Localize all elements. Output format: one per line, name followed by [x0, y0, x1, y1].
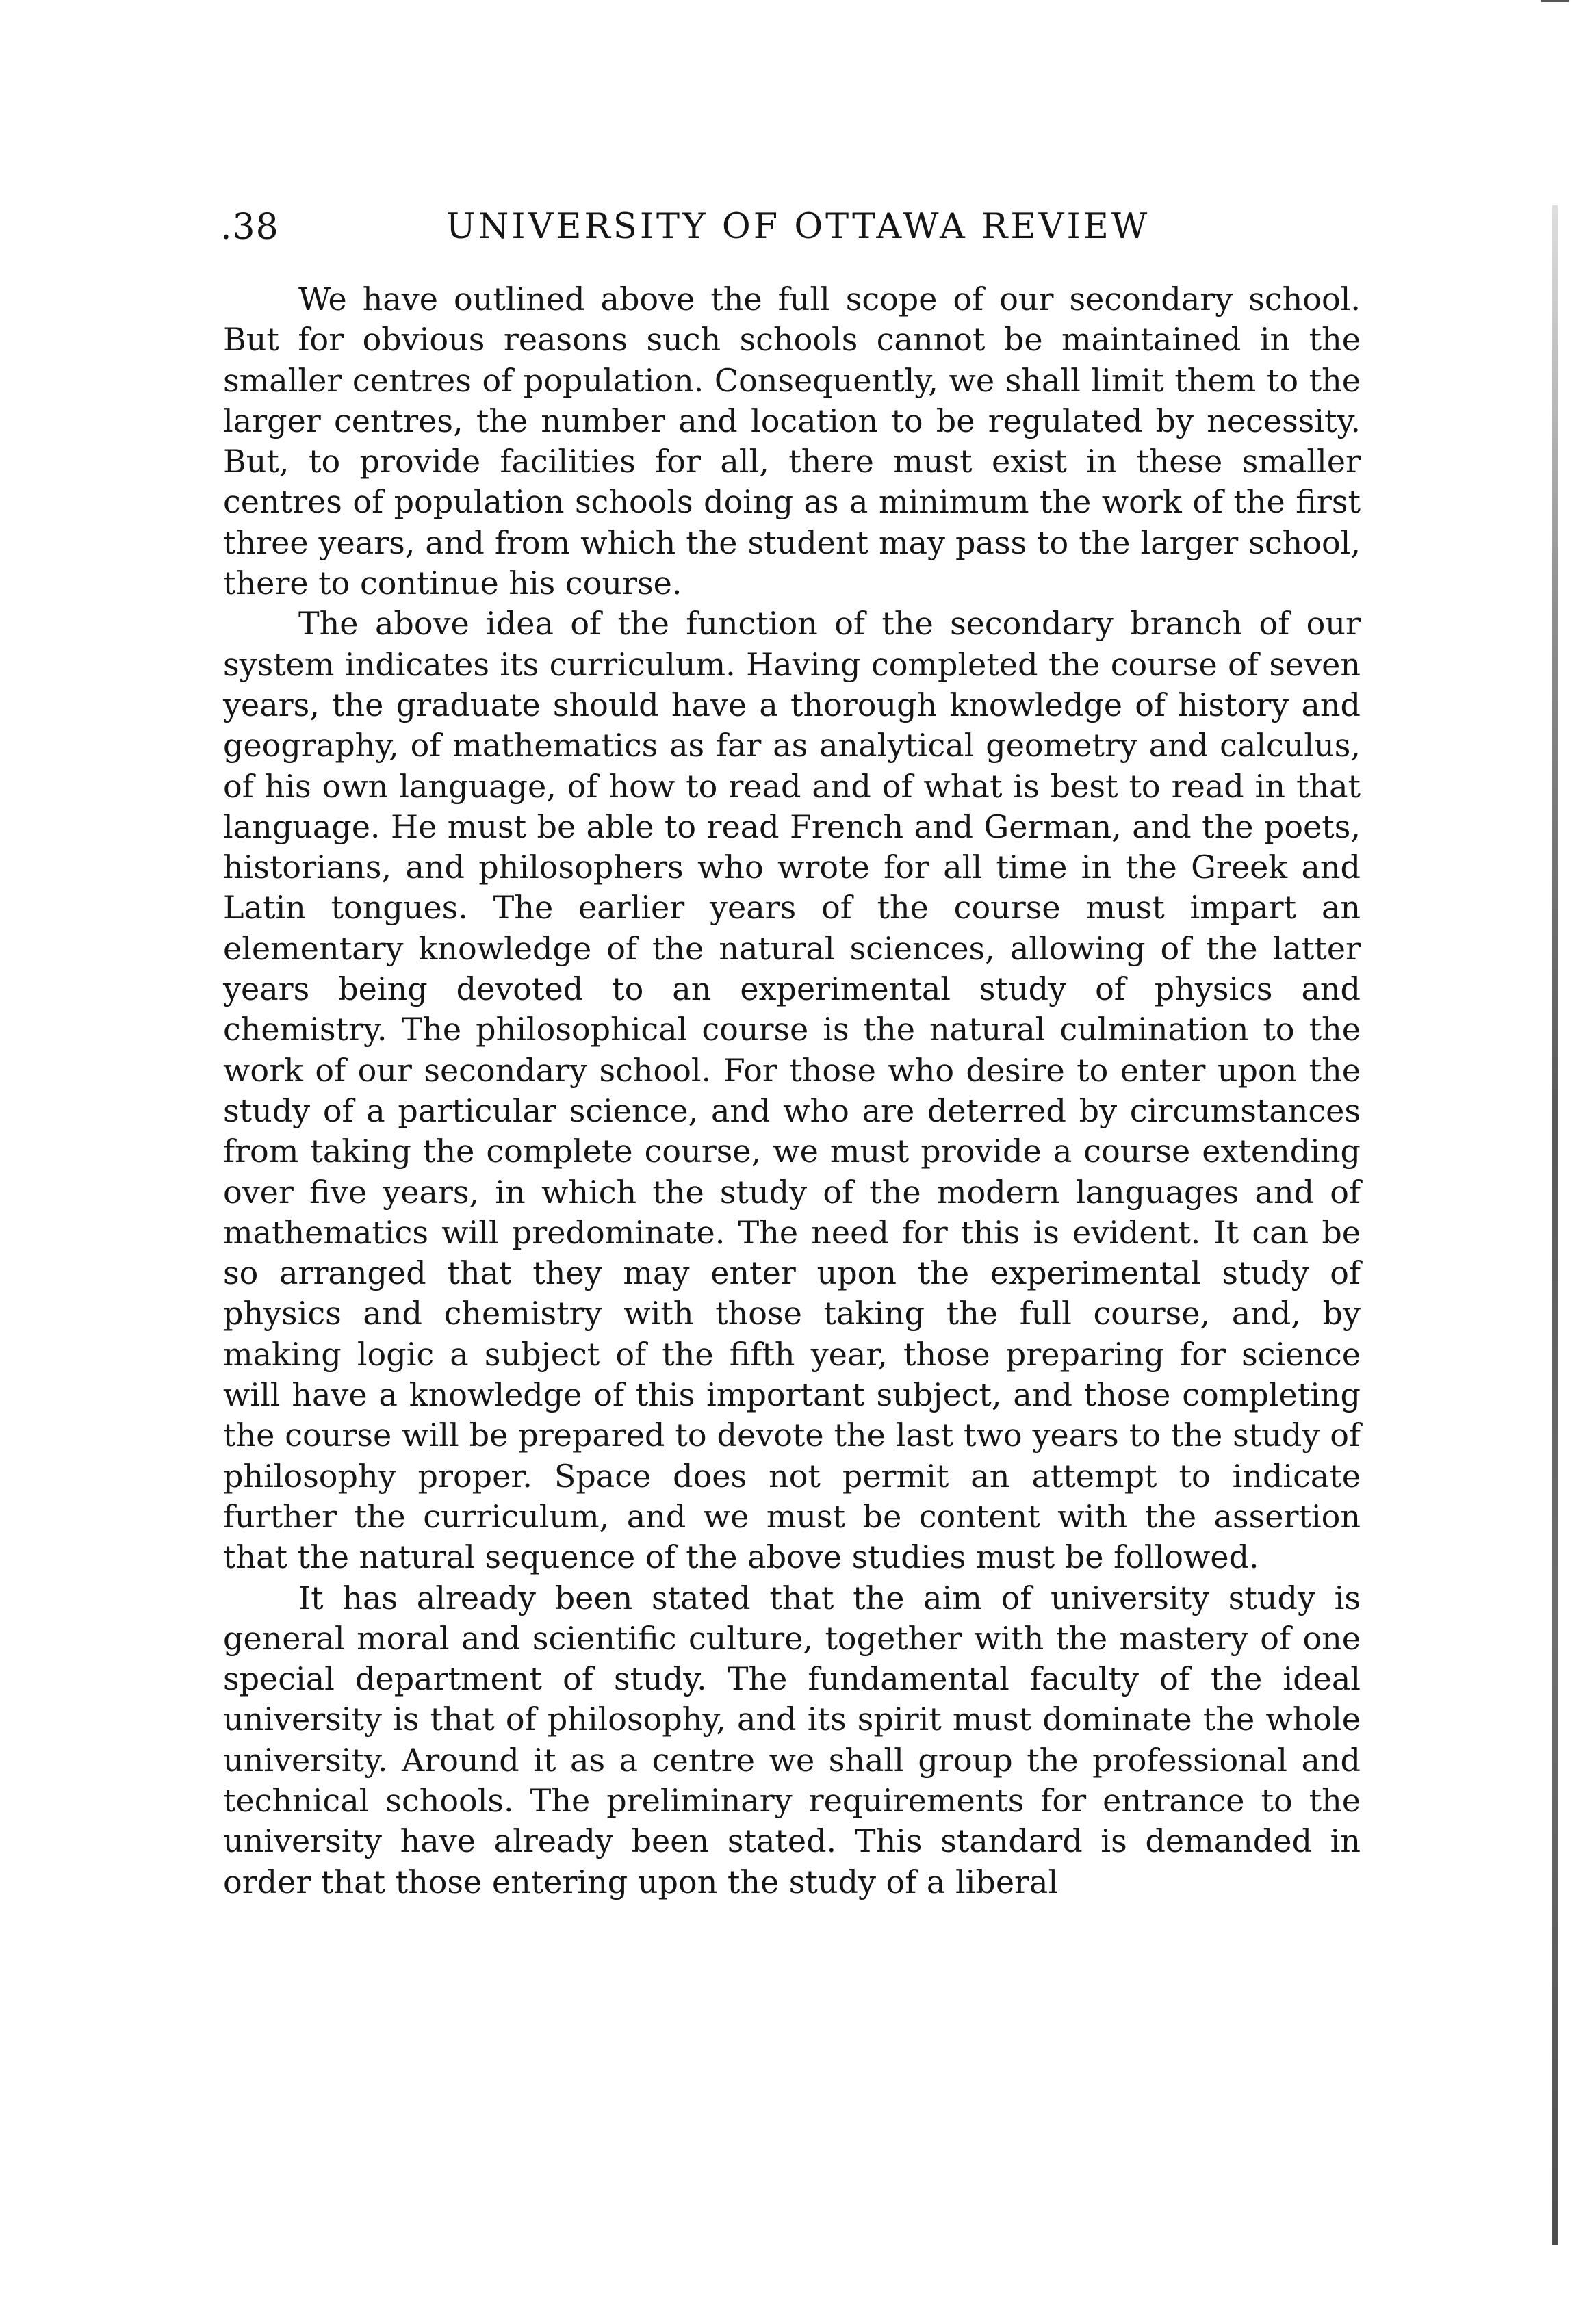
paragraph-university-study: It has already been stated that the aim of university study is general moral and scientific culture, together with the mastery of one special department of study. The fundamental faculty of the ideal university is that of philosophy, and its spirit must dominate the whole university. Around it as a centre we shall group the professional and technical schools. The preliminary requirements for entrance to the university have already been stated. This standard is demanded in order that those entering upon the study of a liberal — [223, 1579, 1361, 1900]
scan-binding-edge — [1552, 205, 1558, 2245]
paragraph-curriculum: The above idea of the function of the secondary branch of our system indicates its curriculum. Having completed the course of seven years, the graduate should have a thorough knowledge of history and geography, of mathematics as far as analytical geometry and calculus, of his own language, of how to read and of what is best to read in that language. He must be able to read French and German, and the poets, historians, and philosophers who wrote for all time in the Greek and Latin tongues. The earlier years of the course must impart an elementary knowledge of the natural sciences, allowing of the latter years being devoted to an experimental study of physics and chemistry. The philosophical course is the natural culmination to the work of our secondary school. For those who desire to enter upon the study of a particular science, and who are deterred by circumstances from taking the complete course, we must provide a course extending over five years, in which the study of the modern languages and of mathematics will predominate. The need for this is evident. It can be so arranged that they may enter upon the experimental study of physics and chemistry with those taking the full course, and, by making logic a subject of the fifth year, those preparing for science will have a knowledge of this important subject, and those completing the course will be prepared to devote the last two years to the study of philosophy proper. Space does not permit an attempt to indicate further the curriculum, and we must be content with the assertion that the natural sequence of the above studies must be followed. — [223, 605, 1361, 1576]
body-text — [223, 279, 1361, 1902]
page-number: .38 — [220, 207, 279, 248]
page-header — [220, 207, 1376, 268]
running-title: UNIVERSITY OF OTTAWA REVIEW — [446, 207, 1150, 247]
paragraph-secondary-school-scope: We have outlined above the full scope of our secondary school. But for obvious reasons such schools cannot be maintained in the smaller centres of population. Consequently, we shall limit them to the larger centres, the number and location to be regulated by necessity. But, to provide facilities for all, there must exist in these smaller centres of population schools doing as a minimum the work of the first three years, and from which the student may pass to the larger school, there to continue his course. — [223, 281, 1361, 602]
scan-corner-mark — [1541, 0, 1569, 2]
